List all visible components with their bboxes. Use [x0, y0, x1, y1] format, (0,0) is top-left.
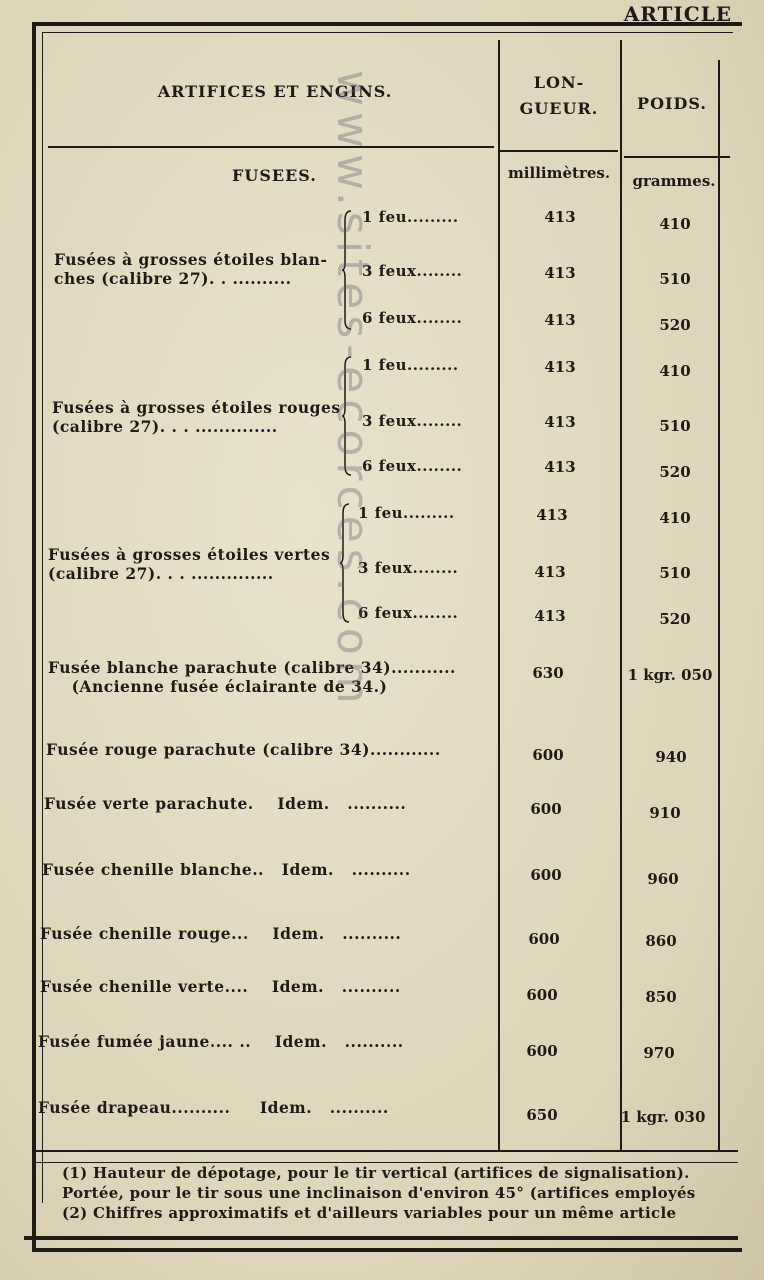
weight-value: 510 — [659, 270, 691, 288]
weight-value: 860 — [645, 932, 677, 950]
length-value: 413 — [544, 358, 576, 376]
length-value: 600 — [526, 986, 558, 1004]
sub-row-label: 6 feux........ — [358, 604, 459, 622]
weight-value: 1 kgr. 050 — [627, 666, 713, 684]
page-bottom-rule — [24, 1236, 738, 1240]
header-artifices: ARTIFICES ET ENGINS. — [157, 82, 393, 101]
weight-value: 510 — [659, 564, 691, 582]
length-value: 650 — [526, 1106, 558, 1124]
group-label: Fusées à grosses étoiles blan- ches (calibre 27). . .......... — [54, 250, 328, 288]
item-label: Fusée fumée jaune.... .. Idem. .......... — [38, 1032, 404, 1051]
sub-row-label: 3 feux........ — [362, 412, 463, 430]
length-value: 600 — [530, 866, 562, 884]
length-value: 600 — [530, 800, 562, 818]
length-value: 413 — [544, 208, 576, 226]
unit-length: millimètres. — [507, 164, 611, 182]
length-value: 413 — [544, 264, 576, 282]
weight-value: 510 — [659, 417, 691, 435]
sub-row-label: 3 feux........ — [362, 262, 463, 280]
item-label: Fusée chenille blanche.. Idem. .......... — [42, 860, 411, 879]
weight-value: 410 — [659, 509, 691, 527]
weight-value: 410 — [659, 215, 691, 233]
length-value: 630 — [532, 664, 564, 682]
length-value: 413 — [534, 563, 566, 581]
footnote-1: (1) Hauteur de dépotage, pour le tir vertical (artifices de signalisation). — [62, 1164, 690, 1182]
header-longueur: LON- GUEUR. — [519, 73, 599, 118]
footnote-rule — [34, 1162, 738, 1163]
sub-row-label: 1 feu......... — [362, 356, 459, 374]
weight-value: 850 — [645, 988, 677, 1006]
length-value: 413 — [544, 458, 576, 476]
sub-row-label: 6 feux........ — [362, 309, 463, 327]
length-value: 413 — [534, 607, 566, 625]
running-head: ARTICLE — [623, 2, 732, 26]
footnote-2: (2) Chiffres approximatifs et d'ailleurs variables pour un même article — [62, 1204, 677, 1222]
unit-weight: grammes. — [632, 172, 716, 190]
weight-value: 520 — [659, 316, 691, 334]
header-rule-2 — [498, 150, 618, 152]
header-rule-1 — [48, 146, 494, 148]
header-poids: POIDS. — [637, 94, 707, 113]
item-label: Fusée drapeau.......... Idem. .......... — [38, 1098, 389, 1117]
sub-row-label: 1 feu......... — [362, 208, 459, 226]
item-label: Fusée rouge parachute (calibre 34)............ — [46, 740, 441, 759]
weight-value: 970 — [643, 1044, 675, 1062]
table-bottom-rule — [34, 1150, 738, 1152]
item-label: Fusée chenille rouge... Idem. .......... — [40, 924, 402, 943]
length-value: 413 — [544, 413, 576, 431]
length-value: 413 — [544, 311, 576, 329]
length-value: 413 — [536, 506, 568, 524]
item-label: Fusée verte parachute. Idem. .......... — [44, 794, 407, 813]
sub-row-label: 3 feux........ — [358, 559, 459, 577]
item-label: Fusée blanche parachute (calibre 34)........... (Ancienne fusée éclairante de 34.) — [48, 658, 456, 696]
column-divider-2 — [620, 40, 622, 1152]
header-rule-3 — [624, 156, 730, 158]
weight-value: 940 — [655, 748, 687, 766]
sub-row-label: 1 feu......... — [358, 504, 455, 522]
weight-value: 410 — [659, 362, 691, 380]
column-divider-1 — [498, 40, 500, 1152]
item-label: Fusée chenille verte.... Idem. .......... — [40, 977, 401, 996]
weight-value: 520 — [659, 463, 691, 481]
weight-value: 520 — [659, 610, 691, 628]
weight-value: 910 — [649, 804, 681, 822]
weight-value: 1 kgr. 030 — [620, 1108, 706, 1126]
length-value: 600 — [526, 1042, 558, 1060]
length-value: 600 — [528, 930, 560, 948]
weight-value: 960 — [647, 870, 679, 888]
footnote-1-cont: Portée, pour le tir sous une inclinaison d'environ 45° (artifices employés — [62, 1184, 696, 1202]
group-label: Fusées à grosses étoiles rouges (calibre 27). . . .............. — [52, 398, 341, 436]
sub-row-label: 6 feux........ — [362, 457, 463, 475]
section-title: FUSEES. — [232, 166, 317, 185]
watermark: www.sites-ecorces.com — [327, 70, 378, 710]
length-value: 600 — [532, 746, 564, 764]
group-label: Fusées à grosses étoiles vertes (calibre 27). . . .............. — [48, 545, 331, 583]
